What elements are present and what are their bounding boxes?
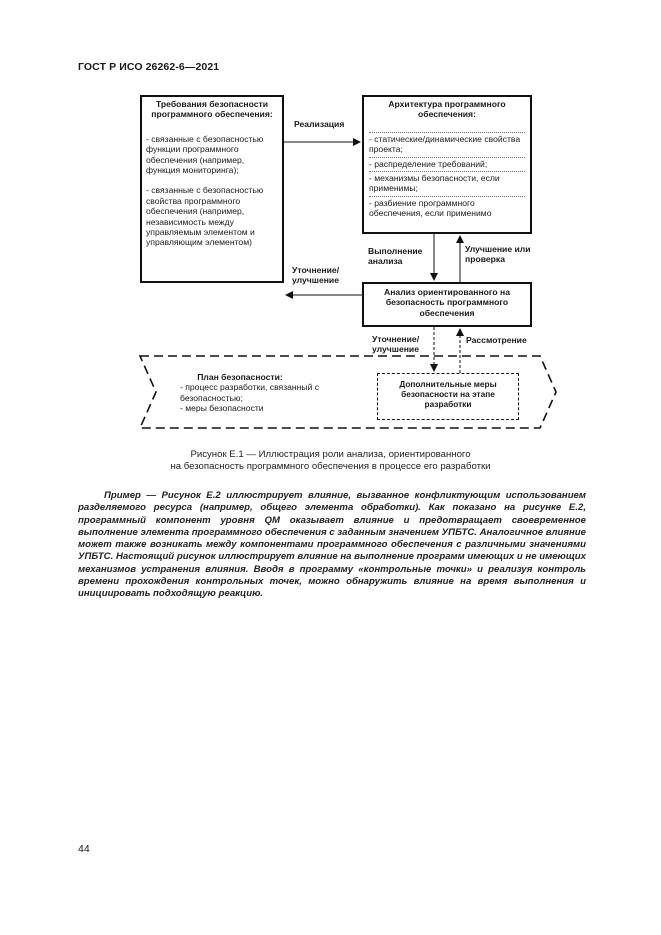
example-paragraph: Пример — Рисунок Е.2 иллюстрирует влияние, вызванное конфликтующим использованием разделяемого ресурса (например, общего элемента обработки). Как показано на рисунке Е.2, программный компонент уровня QM оказывает влияние и предотвращает своевременное выполнение элемента программного обеспечения с заданным значением УПБТС. Аналогичное влияние может также возникать между компонентами программного обеспечения с различными значениями УПБТС. Настоящий рисунок иллюстрирует влияние на выполнение программ имеющих и не имеющих механизмов устранения влияния. Вводя в программу «контрольные точки» и реализуя контроль времени прохождения контрольных точек, можно обнаружить влияние на время выполнения и инициировать подходящую реакцию. <box>78 490 586 600</box>
software-architecture-title: Архитектура программного обеспечения: <box>388 99 506 120</box>
realization-label: Реализация <box>294 119 345 129</box>
safety-requirements-list <box>146 134 278 248</box>
list-item: - механизмы безопасности, если применимы; <box>369 171 525 196</box>
list-item: - статические/динамические свойства проекта; <box>369 132 525 157</box>
list-item: - связанные с безопасностью свойства программного обеспечения (например, независимость между управляемым элементом и управляющим элементом) <box>146 185 264 248</box>
refinement-label-left: Уточнение/ улучшение <box>292 265 340 286</box>
refinement-label-down: Уточнение/ улучшение <box>372 334 420 355</box>
list-item: - распределение требований; <box>369 157 525 171</box>
safety-requirements-box <box>140 95 284 283</box>
consideration-label: Рассмотрение <box>466 335 527 345</box>
safety-plan <box>180 372 330 414</box>
software-architecture-box <box>362 95 532 234</box>
extra-safety-measures-box: Дополнительные меры безопасности на этапе разработки <box>377 373 519 420</box>
safety-plan-title: План безопасности: <box>197 372 283 382</box>
safety-analysis-box <box>362 282 532 327</box>
document-header: ГОСТ Р ИСО 26262-6—2021 <box>78 61 220 73</box>
list-item: - разбиение программного обеспечения, если применимо <box>369 196 525 221</box>
figure-caption <box>0 449 661 473</box>
list-item: - меры безопасности <box>180 403 264 414</box>
figure-caption-line: Рисунок Е.1 — Иллюстрация роли анализа, ориентированного <box>190 449 471 460</box>
list-item: - связанные с безопасностью функции программного обеспечения (например, функция мониторинга); <box>146 133 264 176</box>
list-item: - процесс разработки, связанный с безопасностью; <box>180 382 320 403</box>
page-number: 44 <box>78 843 90 855</box>
software-architecture-list <box>369 132 525 221</box>
safety-analysis-title: Анализ ориентированного на безопасность программного обеспечения <box>384 287 510 318</box>
improvement-or-check-label: Улучшение или проверка <box>465 244 531 265</box>
execution-analysis-label: Выполнение анализа <box>368 246 423 267</box>
figure-caption-line: на безопасность программного обеспечения в процессе его разработки <box>170 461 491 472</box>
safety-requirements-title: Требования безопасности программного обеспечения: <box>151 99 273 120</box>
